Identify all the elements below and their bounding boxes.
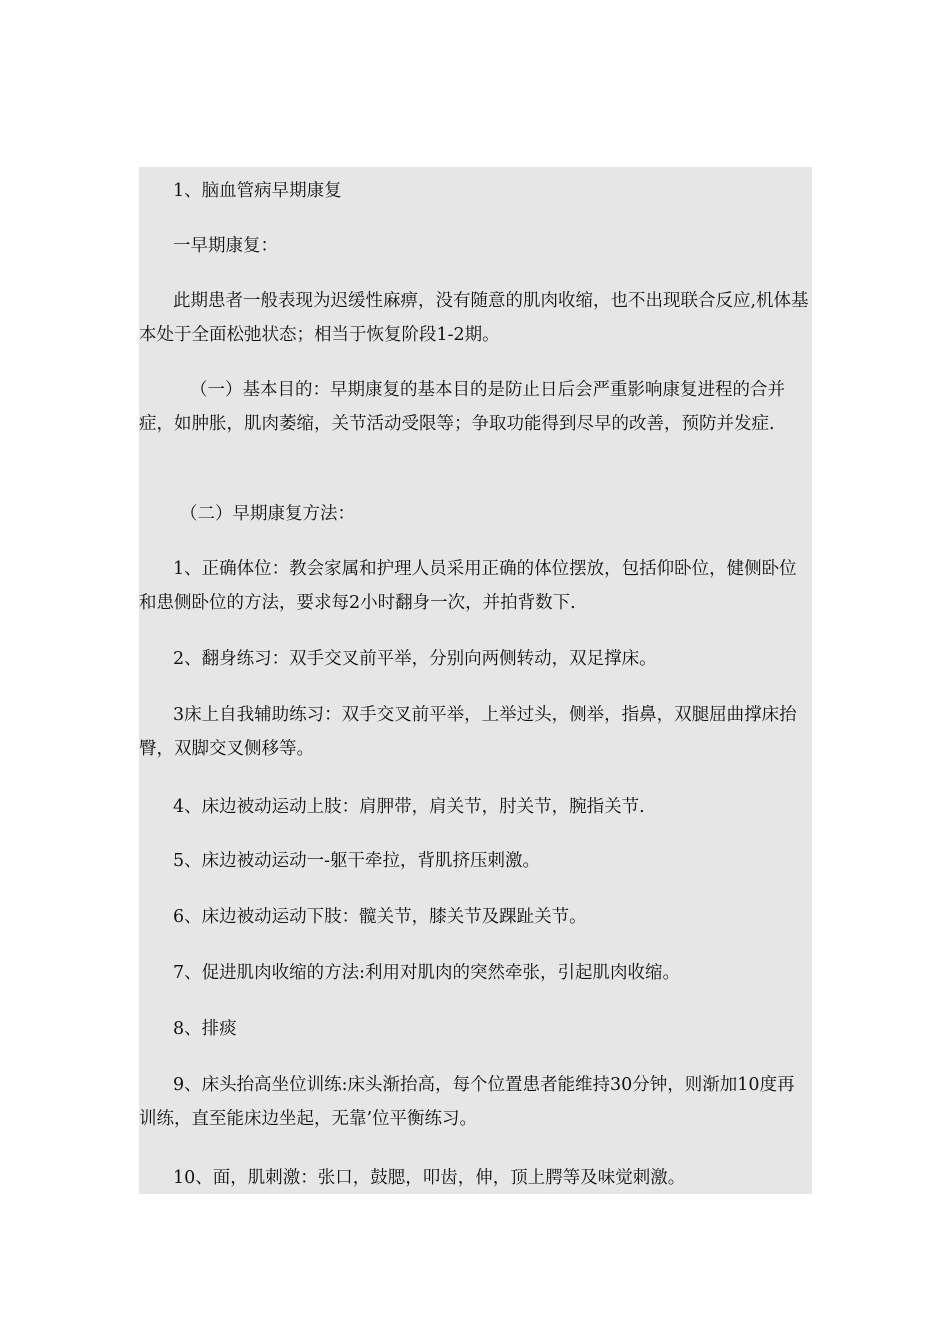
list-item: 7、促进肌肉收缩的方法:利用对肌肉的突然牵张，引起肌肉收缩。 <box>173 963 681 983</box>
list-item: 8、排痰 <box>173 1019 237 1039</box>
list-item: 2、翻身练习：双手交叉前平举，分别向两侧转动，双足撑床。 <box>173 649 657 669</box>
list-item: 1、正确体位：教会家属和护理人员采用正确的体位摆放，包括仰卧位，健侧卧位和患侧卧位的方法，要求每2小时翻身一次，并拍背数下. <box>139 559 797 613</box>
list-item: 3床上自我辅助练习：双手交叉前平举，上举过头，侧举，指鼻，双腿屈曲撑床抬臀，双脚交叉侧移等。 <box>139 705 797 759</box>
list-item: 10、面，肌刺激：张口，鼓腮，叩齿，伸，顶上腭等及味觉刺激。 <box>173 1168 686 1188</box>
list-item: 5、床边被动运动一-躯干牵拉，背肌挤压刺激。 <box>173 851 541 871</box>
goal-paragraph: （一）基本目的：早期康复的基本目的是防止日后会严重影响康复进程的合并症，如肿胀，肌肉萎缩，关节活动受限等；争取功能得到尽早的改善，预防并发症. <box>139 380 785 434</box>
document-content-block <box>139 167 812 1194</box>
list-item: 9、床头抬高坐位训练:床头渐抬高，每个位置患者能维持30分钟，则渐加10度再训练，直至能床边坐起，无靠’位平衡练习。 <box>139 1075 795 1129</box>
methods-title: （二）早期康复方法： <box>180 504 355 524</box>
list-item: 6、床边被动运动下肢：髋关节，膝关节及踝趾关节。 <box>173 907 587 927</box>
intro-paragraph: 此期患者一般表现为迟缓性麻痹，没有随意的肌肉收缩，也不出现联合反应,机体基本处于全面松弛状态；相当于恢复阶段1-2期。 <box>139 291 809 345</box>
list-item: 4、床边被动运动上肢：肩胛带，肩关节，肘关节，腕指关节. <box>173 797 645 817</box>
section-title: 一早期康复： <box>173 236 278 256</box>
document-heading: 1、脑血管病早期康复 <box>173 181 342 201</box>
